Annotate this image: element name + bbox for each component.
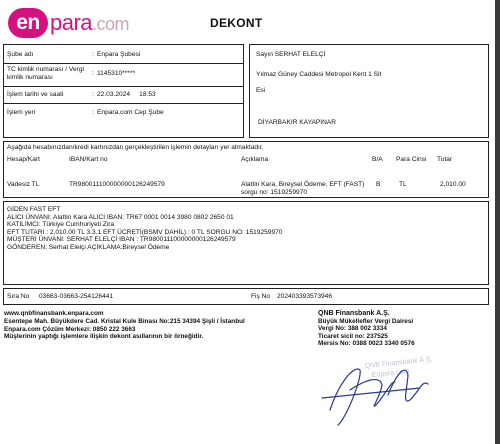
info-label: İşlem yeri bbox=[7, 109, 36, 116]
header-ba: B/A bbox=[372, 156, 383, 163]
logo-badge: en bbox=[8, 8, 48, 38]
header-amount: Tutar bbox=[437, 156, 453, 163]
recipient-address-line1: Yılmaz Güney Caddesi Metropol Kent 1 Sit bbox=[256, 71, 382, 78]
footer-bank-contact bbox=[4, 310, 245, 341]
row-account: Vadesiz TL bbox=[7, 181, 40, 188]
document-title: DEKONT bbox=[210, 16, 263, 30]
recipient-address-line2: Esi bbox=[256, 87, 266, 94]
footer-disclaimer: Müşterinin yaptığı işlemlere ilişkin dekont asıllarının bir örneğidir. bbox=[4, 333, 204, 341]
row-description: Alattin Kara, Bireysel Ödeme, EFT (FAST) bbox=[241, 181, 365, 188]
detail-line: GİDEN FAST EFT bbox=[7, 206, 61, 213]
svg-text:QNB Finansbank A.Ş.: QNB Finansbank A.Ş. bbox=[364, 355, 433, 370]
detail-line: KATILIMCI: Türkiye Cumhuriyeti Zira bbox=[7, 221, 115, 228]
sira-value: 03663-03663-254126441 bbox=[39, 293, 114, 300]
colon: : bbox=[92, 91, 94, 98]
header-currency: Para Cinsi bbox=[396, 156, 427, 163]
header-account: Hesap/Kart bbox=[7, 156, 40, 163]
divider bbox=[4, 86, 243, 87]
footer-support: Enpara.com Çözüm Merkezi: 0850 222 3663 bbox=[4, 325, 136, 333]
info-value: 1145310***** bbox=[97, 70, 136, 77]
row-currency: TL bbox=[399, 181, 407, 188]
divider bbox=[4, 103, 243, 104]
recipient-city: DİYARBAKIR KAYAPINAR bbox=[258, 119, 337, 126]
colon: : bbox=[92, 109, 94, 116]
signature-stamp bbox=[310, 350, 460, 430]
row-ba: B bbox=[376, 181, 381, 188]
header-description: Açıklama bbox=[241, 156, 269, 163]
footer-bank-legal bbox=[318, 310, 415, 348]
branch-info-box bbox=[3, 44, 244, 138]
colon: : bbox=[92, 70, 94, 77]
logo-suffix: .com bbox=[92, 14, 130, 34]
logo-brand: para bbox=[50, 10, 93, 35]
fis-label: Fiş No bbox=[251, 293, 271, 300]
info-label: TC kimlik numarası / Vergi kimlik numarası bbox=[7, 66, 84, 81]
enpara-logo bbox=[8, 8, 129, 38]
divider bbox=[4, 63, 243, 64]
info-value: 22.03.2024 18:53 bbox=[97, 91, 156, 98]
recipient-box bbox=[249, 44, 489, 138]
transaction-intro: Aşağıda hesabınızdan/kredi kartınızdan gerçekleştirilen işlemin detayları yer almaktadır. bbox=[7, 144, 264, 151]
info-label: Şube adı bbox=[7, 51, 34, 58]
sira-label: Sıra No bbox=[7, 293, 30, 300]
row-iban: TR980011100000000126249579 bbox=[69, 181, 165, 188]
row-amount: 2,010.00 bbox=[440, 181, 466, 188]
info-value: Enpara.com Cep Şube bbox=[97, 109, 164, 116]
footer-bank-name: QNB Finansbank A.Ş. bbox=[318, 310, 390, 317]
detail-line: EFT TUTARI : 2,010.00 TL 3.3.1 EFT ÜCRETİ(BSMV DAHİL) : 0 TL SORGU NO: 1519259970 bbox=[7, 228, 283, 236]
header-iban: IBAN/Kart no bbox=[69, 156, 108, 163]
recipient-name: Sayın SERHAT ELELÇİ bbox=[256, 51, 326, 58]
footer-trade-registry: Ticaret sicil no: 237525 bbox=[318, 332, 388, 340]
reference-box bbox=[3, 288, 489, 305]
fis-value: 202403393573946 bbox=[277, 293, 333, 300]
logo-text bbox=[50, 10, 129, 36]
transaction-box bbox=[3, 141, 489, 198]
svg-text:Enpara.com: Enpara.com bbox=[371, 368, 410, 379]
row-query-number: sorgu no: 1519259970 bbox=[241, 189, 307, 196]
footer-tax-no: Vergi No: 388 002 3334 bbox=[318, 325, 387, 333]
page-edge bbox=[495, 0, 500, 444]
colon: : bbox=[92, 51, 94, 58]
info-value: Enpara Şubesi bbox=[97, 51, 141, 58]
footer-tax-office: Büyük Mükellefler Vergi Dairesi bbox=[318, 317, 414, 325]
detail-line: GÖNDEREN: Serhat Elelçi AÇIKLAMA:Bireysel Ödeme bbox=[7, 243, 170, 251]
info-label: İşlem tarihi ve saati bbox=[7, 91, 64, 98]
detail-line: MÜŞTERİ ÜNVANI: SERHAT ELELÇİ IBAN : TR980011100000000126249579 bbox=[7, 236, 236, 243]
footer-mersis: Mersis No: 0388 0023 3340 0576 bbox=[318, 340, 415, 348]
footer-address: Esentepe Mah. Büyükdere Cad. Kristal Kule Binası No:215 34394 Şişli / İstanbul bbox=[4, 317, 245, 325]
transfer-details-box bbox=[3, 201, 489, 285]
footer-website: www.qnbfinansbank.enpara.com bbox=[4, 310, 104, 317]
detail-line: ALICI ÜNVANI: Alattin Kara ALICI IBAN: TR67 0001 0014 3980 0802 2650 01 bbox=[7, 213, 234, 221]
